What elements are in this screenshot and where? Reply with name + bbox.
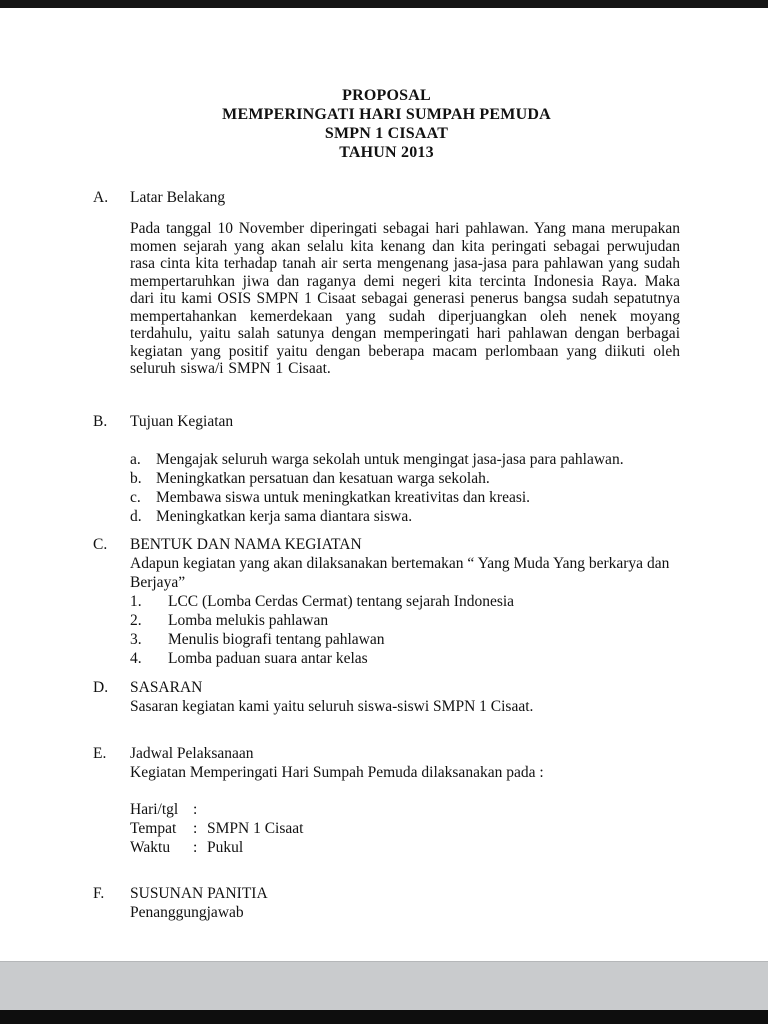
bentuk-intro: Adapun kegiatan yang akan dilaksanakan bertemakan “ Yang Muda Yang berkarya dan Berjaya” bbox=[130, 554, 670, 591]
section-heading: BENTUK DAN NAMA KEGIATAN bbox=[130, 535, 362, 553]
section-label: D. bbox=[93, 678, 109, 696]
section-tujuan-kegiatan bbox=[93, 412, 680, 526]
list-marker: 1. bbox=[130, 592, 142, 610]
tujuan-list bbox=[130, 450, 680, 526]
list-item bbox=[130, 488, 680, 507]
section-jadwal-pelaksanaan bbox=[93, 744, 680, 857]
list-item bbox=[130, 469, 680, 488]
list-marker: 2. bbox=[130, 611, 142, 629]
sasaran-paragraph: Sasaran kegiatan kami yaitu seluruh siswa-siswi SMPN 1 Cisaat. bbox=[130, 697, 534, 715]
jadwal-intro: Kegiatan Memperingati Hari Sumpah Pemuda dilaksanakan pada : bbox=[130, 763, 544, 781]
list-marker: b. bbox=[130, 469, 142, 487]
section-heading-row bbox=[93, 535, 680, 554]
jadwal-value: Pukul bbox=[207, 838, 244, 856]
section-heading-row bbox=[93, 188, 680, 207]
jadwal-label: Hari/tgl bbox=[130, 800, 179, 818]
list-marker: c. bbox=[130, 488, 141, 506]
list-text: Meningkatkan persatuan dan kesatuan warga sekolah. bbox=[156, 469, 490, 487]
panitia-sub: Penanggungjawab bbox=[130, 903, 244, 921]
list-text: Lomba paduan suara antar kelas bbox=[168, 649, 368, 667]
title-line-4: TAHUN 2013 bbox=[339, 144, 434, 161]
section-label: E. bbox=[93, 744, 107, 762]
list-item bbox=[130, 450, 680, 469]
section-label: B. bbox=[93, 412, 108, 430]
section-heading-row bbox=[93, 744, 680, 763]
jadwal-label: Waktu bbox=[130, 838, 171, 856]
section-heading: Latar Belakang bbox=[130, 189, 226, 206]
list-item bbox=[130, 592, 680, 611]
list-text: Meningkatkan kerja sama diantara siswa. bbox=[156, 507, 413, 525]
list-text: Mengajak seluruh warga sekolah untuk mengingat jasa-jasa para pahlawan. bbox=[156, 450, 624, 468]
section-label: F. bbox=[93, 884, 105, 902]
latar-belakang-paragraph: Pada tanggal 10 November diperingati sebagai hari pahlawan. Yang mana merupakan momen sejarah yang akan selalu kita kenang dan kita peringati sebagai perwujudan rasa cinta kita terhadap tanah air serta mengenang jasa-jasa para pahlawan yang sudah mempertaruhkan jiwa dan raganya demi negeri kita tercinta Indonesia Raya. Maka dari itu kami OSIS SMPN 1 Cisaat sebagai generasi penerus bangsa sudah sepatutnya mempertahankan kemerdekaan yang sudah diperjuangkan oleh nenek moyang terdahulu, yaitu salah satunya dengan memperingati hari pahlawan dengan berbagai kegiatan yang positif yaitu dengan beberapa macam perlombaan yang diikuti oleh seluruh siswa/i SMPN 1 Cisaat. bbox=[130, 220, 680, 377]
section-sasaran bbox=[93, 678, 680, 716]
list-item bbox=[130, 630, 680, 649]
section-bentuk-nama-kegiatan bbox=[93, 535, 680, 668]
list-marker: 4. bbox=[130, 649, 142, 667]
section-heading-row bbox=[93, 884, 680, 903]
jadwal-colon: : bbox=[193, 800, 198, 818]
section-heading-row bbox=[93, 678, 680, 697]
document-title bbox=[93, 86, 680, 162]
title-line-2: MEMPERINGATI HARI SUMPAH PEMUDA bbox=[222, 106, 551, 123]
viewer-bottom-bar bbox=[0, 1010, 768, 1024]
section-label: A. bbox=[93, 189, 109, 206]
jadwal-label: Tempat bbox=[130, 819, 177, 837]
jadwal-row bbox=[130, 838, 680, 857]
viewer-bottom-band bbox=[0, 961, 768, 1010]
viewer-top-bar bbox=[0, 0, 768, 8]
list-item bbox=[130, 507, 680, 526]
list-marker: a. bbox=[130, 450, 141, 468]
jadwal-colon: : bbox=[193, 819, 198, 837]
list-item bbox=[130, 611, 680, 630]
title-line-3: SMPN 1 CISAAT bbox=[324, 125, 449, 142]
jadwal-row bbox=[130, 800, 680, 819]
section-latar-belakang bbox=[93, 188, 680, 378]
section-heading: Jadwal Pelaksanaan bbox=[130, 744, 254, 762]
section-heading: Tujuan Kegiatan bbox=[130, 412, 234, 430]
title-line-1: PROPOSAL bbox=[342, 87, 431, 104]
section-heading: SUSUNAN PANITIA bbox=[130, 884, 268, 902]
list-text: Lomba melukis pahlawan bbox=[168, 611, 329, 629]
list-marker: d. bbox=[130, 507, 142, 525]
jadwal-colon: : bbox=[193, 838, 198, 856]
jadwal-table bbox=[130, 800, 680, 857]
jadwal-row bbox=[130, 819, 680, 838]
kegiatan-list bbox=[130, 592, 680, 668]
jadwal-value: SMPN 1 Cisaat bbox=[207, 819, 304, 837]
list-text: Membawa siswa untuk meningkatkan kreativitas dan kreasi. bbox=[156, 488, 531, 506]
document-page bbox=[0, 8, 768, 962]
list-text: LCC (Lomba Cerdas Cermat) tentang sejarah Indonesia bbox=[168, 592, 515, 610]
section-label: C. bbox=[93, 535, 108, 553]
list-marker: 3. bbox=[130, 630, 142, 648]
list-text: Menulis biografi tentang pahlawan bbox=[168, 630, 385, 648]
section-heading: SASARAN bbox=[130, 678, 203, 696]
section-heading-row bbox=[93, 412, 680, 431]
list-item bbox=[130, 649, 680, 668]
section-susunan-panitia bbox=[93, 884, 680, 922]
